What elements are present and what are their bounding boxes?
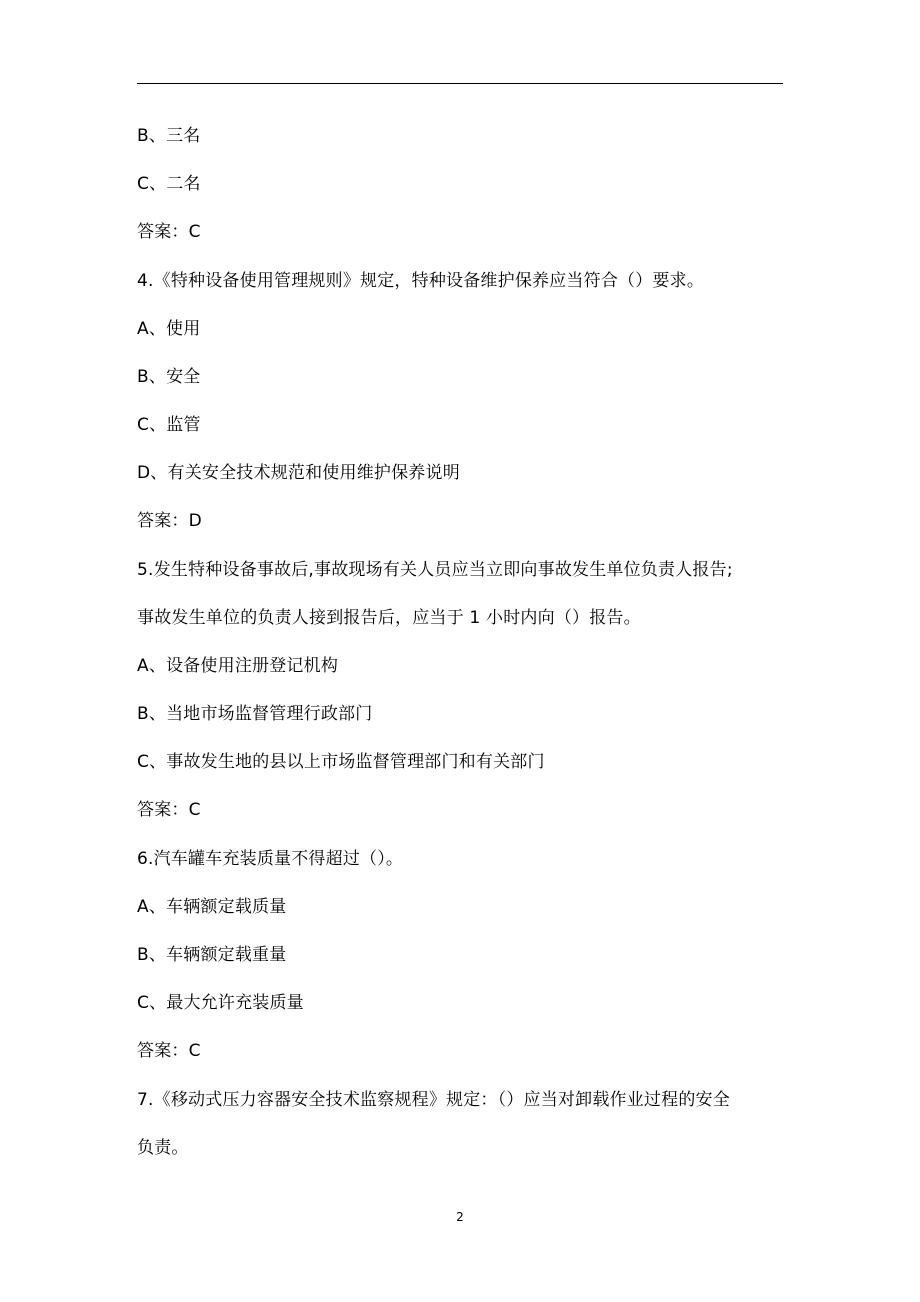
answer-3: 答案：C [137, 222, 201, 242]
option-4a: A、使用 [137, 319, 201, 339]
option-5a: A、设备使用注册登记机构 [137, 656, 339, 676]
option-4d: D、有关安全技术规范和使用维护保养说明 [137, 463, 460, 483]
question-4: 4.《特种设备使用管理规则》规定，特种设备维护保养应当符合（）要求。 [137, 271, 705, 291]
option-5b: B、当地市场监督管理行政部门 [137, 704, 373, 724]
question-6: 6.汽车罐车充装质量不得超过（）。 [137, 849, 404, 869]
option-5c: C、事故发生地的县以上市场监督管理部门和有关部门 [137, 752, 545, 772]
question-5-line-1: 5.发生特种设备事故后,事故现场有关人员应当立即向事故发生单位负责人报告; [137, 560, 733, 580]
option-4c: C、监管 [137, 415, 201, 435]
option-3c: C、二名 [137, 174, 201, 194]
option-6c: C、最大允许充装质量 [137, 993, 304, 1013]
option-4b: B、安全 [137, 367, 201, 387]
option-6a: A、车辆额定载质量 [137, 897, 287, 917]
option-3b: B、三名 [137, 126, 201, 146]
question-7-line-1: 7.《移动式压力容器安全技术监察规程》规定：（）应当对卸载作业过程的安全 [137, 1090, 730, 1110]
question-5-line-2: 事故发生单位的负责人接到报告后，应当于 1 小时内向（）报告。 [137, 608, 641, 628]
answer-6: 答案：C [137, 1041, 201, 1061]
answer-4: 答案：D [137, 511, 202, 531]
answer-5: 答案：C [137, 800, 201, 820]
option-6b: B、车辆额定载重量 [137, 945, 287, 965]
header-rule [137, 83, 783, 84]
question-7-line-2: 负责。 [137, 1138, 189, 1158]
page-number: 2 [456, 1210, 464, 1224]
